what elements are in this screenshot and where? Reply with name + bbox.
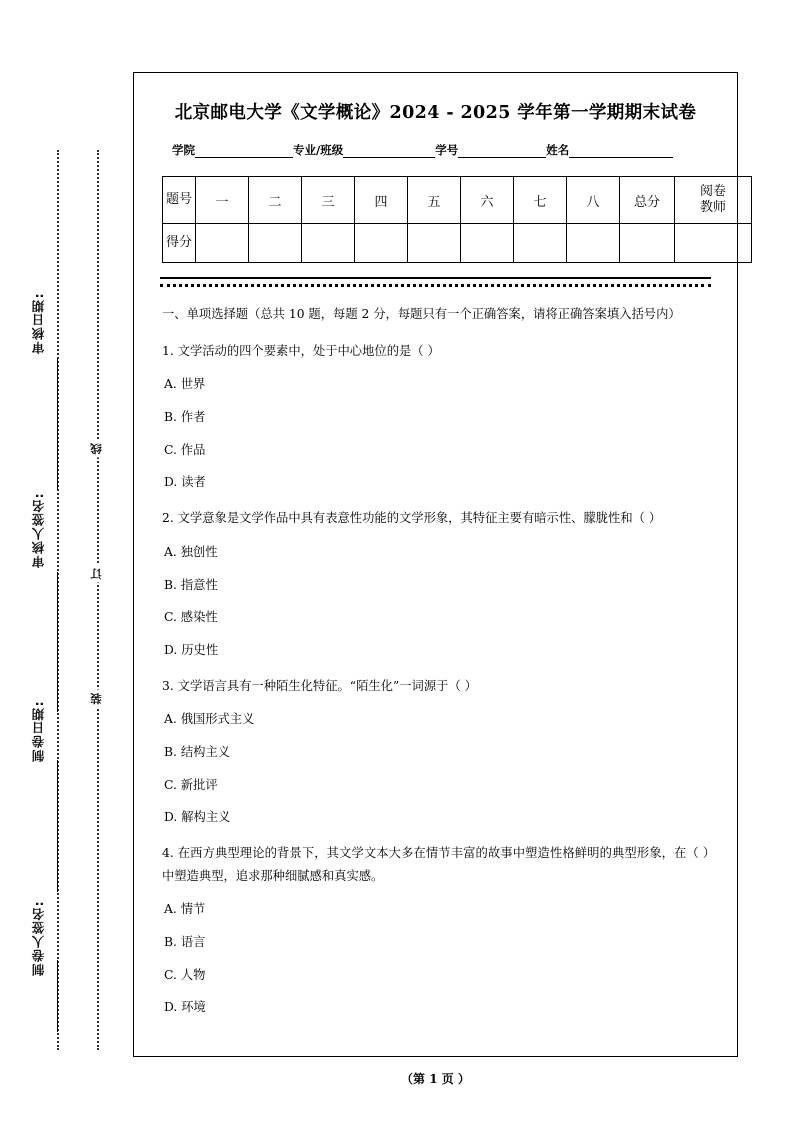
question-1-option-d[interactable]: D. 读者 xyxy=(164,475,206,490)
score-col-2: 二 xyxy=(249,177,302,224)
margin-solid-rule-1 xyxy=(57,358,58,490)
reviewer-signature-label: 审核人签名: xyxy=(31,492,46,568)
score-col-7: 七 xyxy=(514,177,567,224)
question-4-text: 4. 在西方典型理论的背景下，其文学文本大多在情节丰富的故事中塑造性格鲜明的典型形象，在（ ）中塑造典型，追求那种细腻感和真实感。 xyxy=(162,846,709,883)
student-id-field[interactable] xyxy=(435,142,546,158)
exam-paper-sheet xyxy=(133,72,738,1057)
score-col-8: 八 xyxy=(567,177,620,224)
grader-label-line1: 阅卷 xyxy=(699,183,726,199)
margin-solid-rule-2 xyxy=(57,572,58,712)
major-class-label: 专业/班级 xyxy=(293,143,344,157)
major-class-field[interactable] xyxy=(293,142,435,158)
student-name-blank[interactable] xyxy=(569,144,673,158)
question-3-option-b[interactable]: B. 结构主义 xyxy=(164,744,231,759)
grader-label-line2: 教师 xyxy=(699,200,726,215)
score-table xyxy=(162,176,752,263)
student-id-label: 学号 xyxy=(435,143,459,157)
exam-body xyxy=(162,303,709,1018)
paper-maker-signature-label: 制卷人签名: xyxy=(31,900,46,976)
separator-dotted-rule xyxy=(160,284,711,287)
row-header-line1: 题号 xyxy=(165,191,192,207)
student-id-blank[interactable] xyxy=(458,144,546,158)
question-2-option-b[interactable]: B. 指意性 xyxy=(164,577,218,592)
college-label: 学院 xyxy=(172,143,195,157)
question-4-option-b[interactable]: B. 语言 xyxy=(164,935,206,950)
margin-dotted-line-inner xyxy=(97,150,99,1050)
bind-mark-character: 订 xyxy=(88,565,104,583)
score-table-wrapper xyxy=(162,176,726,263)
score-cell-7[interactable] xyxy=(514,224,567,263)
score-cell-total[interactable] xyxy=(620,224,675,263)
margin-solid-rule-4 xyxy=(57,960,58,1032)
score-cell-2[interactable] xyxy=(249,224,302,263)
question-1-option-c[interactable]: C. 作品 xyxy=(164,442,206,457)
question-3-option-d[interactable]: D. 解构主义 xyxy=(164,810,231,825)
score-cell-8[interactable] xyxy=(567,224,620,263)
score-col-5: 五 xyxy=(408,177,461,224)
score-cell-6[interactable] xyxy=(461,224,514,263)
student-name-label: 姓名 xyxy=(546,143,570,157)
score-col-6: 六 xyxy=(461,177,514,224)
question-4-option-c[interactable]: C. 人物 xyxy=(164,967,206,982)
major-class-blank[interactable] xyxy=(343,144,435,158)
exam-title: 北京邮电大学《文学概论》2024 - 2025 学年第一学期期末试卷 xyxy=(174,103,697,123)
question-1-option-a[interactable]: A. 世界 xyxy=(164,377,206,392)
question-2-text: 2. 文学意象是文学作品中具有表意性功能的文学形象，其特征主要有暗示性、朦胧性和（ ） xyxy=(162,511,662,526)
score-cell-3[interactable] xyxy=(302,224,355,263)
page-number-footer: （第 1 页 ） xyxy=(401,1072,470,1086)
line-mark-character: 线 xyxy=(88,440,104,458)
seal-mark-character: 装 xyxy=(88,690,104,708)
question-2-option-d[interactable]: D. 历史性 xyxy=(164,642,219,657)
row-header-question-number xyxy=(163,177,196,224)
college-blank[interactable] xyxy=(195,144,293,158)
question-2-option-a[interactable]: A. 独创性 xyxy=(164,544,218,559)
score-cell-1[interactable] xyxy=(196,224,249,263)
separator-thick-rule xyxy=(160,277,711,279)
score-cell-4[interactable] xyxy=(355,224,408,263)
score-col-3: 三 xyxy=(302,177,355,224)
question-1-text: 1. 文学活动的四个要素中，处于中心地位的是（ ） xyxy=(162,343,440,358)
question-4-option-d[interactable]: D. 环境 xyxy=(164,1000,206,1015)
score-col-grader xyxy=(675,177,752,224)
question-4-option-a[interactable]: A. 情节 xyxy=(164,902,206,917)
table-row-question-numbers xyxy=(163,177,752,224)
student-info-row xyxy=(172,142,717,158)
question-3-option-a[interactable]: A. 俄国形式主义 xyxy=(164,712,255,727)
question-3-option-c[interactable]: C. 新批评 xyxy=(164,777,218,792)
paper-date-label: 制卷日期: xyxy=(31,700,46,762)
student-name-field[interactable] xyxy=(546,142,673,158)
question-2-option-c[interactable]: C. 感染性 xyxy=(164,610,218,625)
score-cell-5[interactable] xyxy=(408,224,461,263)
left-margin-strip xyxy=(0,0,128,1122)
section-heading-multiple-choice: 一、单项选择题（总共 10 题，每题 2 分，每题只有一个正确答案，请将正确答案填入括号内） xyxy=(162,307,681,321)
score-cell-grader[interactable] xyxy=(675,224,752,263)
question-3-text: 3. 文学语言具有一种陌生化特征。“陌生化”一词源于（ ） xyxy=(162,678,477,693)
review-date-label: 审核日期: xyxy=(31,292,46,354)
margin-solid-rule-3 xyxy=(57,760,58,892)
college-field[interactable] xyxy=(172,142,293,158)
score-col-1: 一 xyxy=(196,177,249,224)
row-header-score: 得分 xyxy=(163,224,196,263)
score-col-4: 四 xyxy=(355,177,408,224)
table-row-scores xyxy=(163,224,752,263)
score-col-total: 总分 xyxy=(620,177,675,224)
question-1-option-b[interactable]: B. 作者 xyxy=(164,410,206,425)
